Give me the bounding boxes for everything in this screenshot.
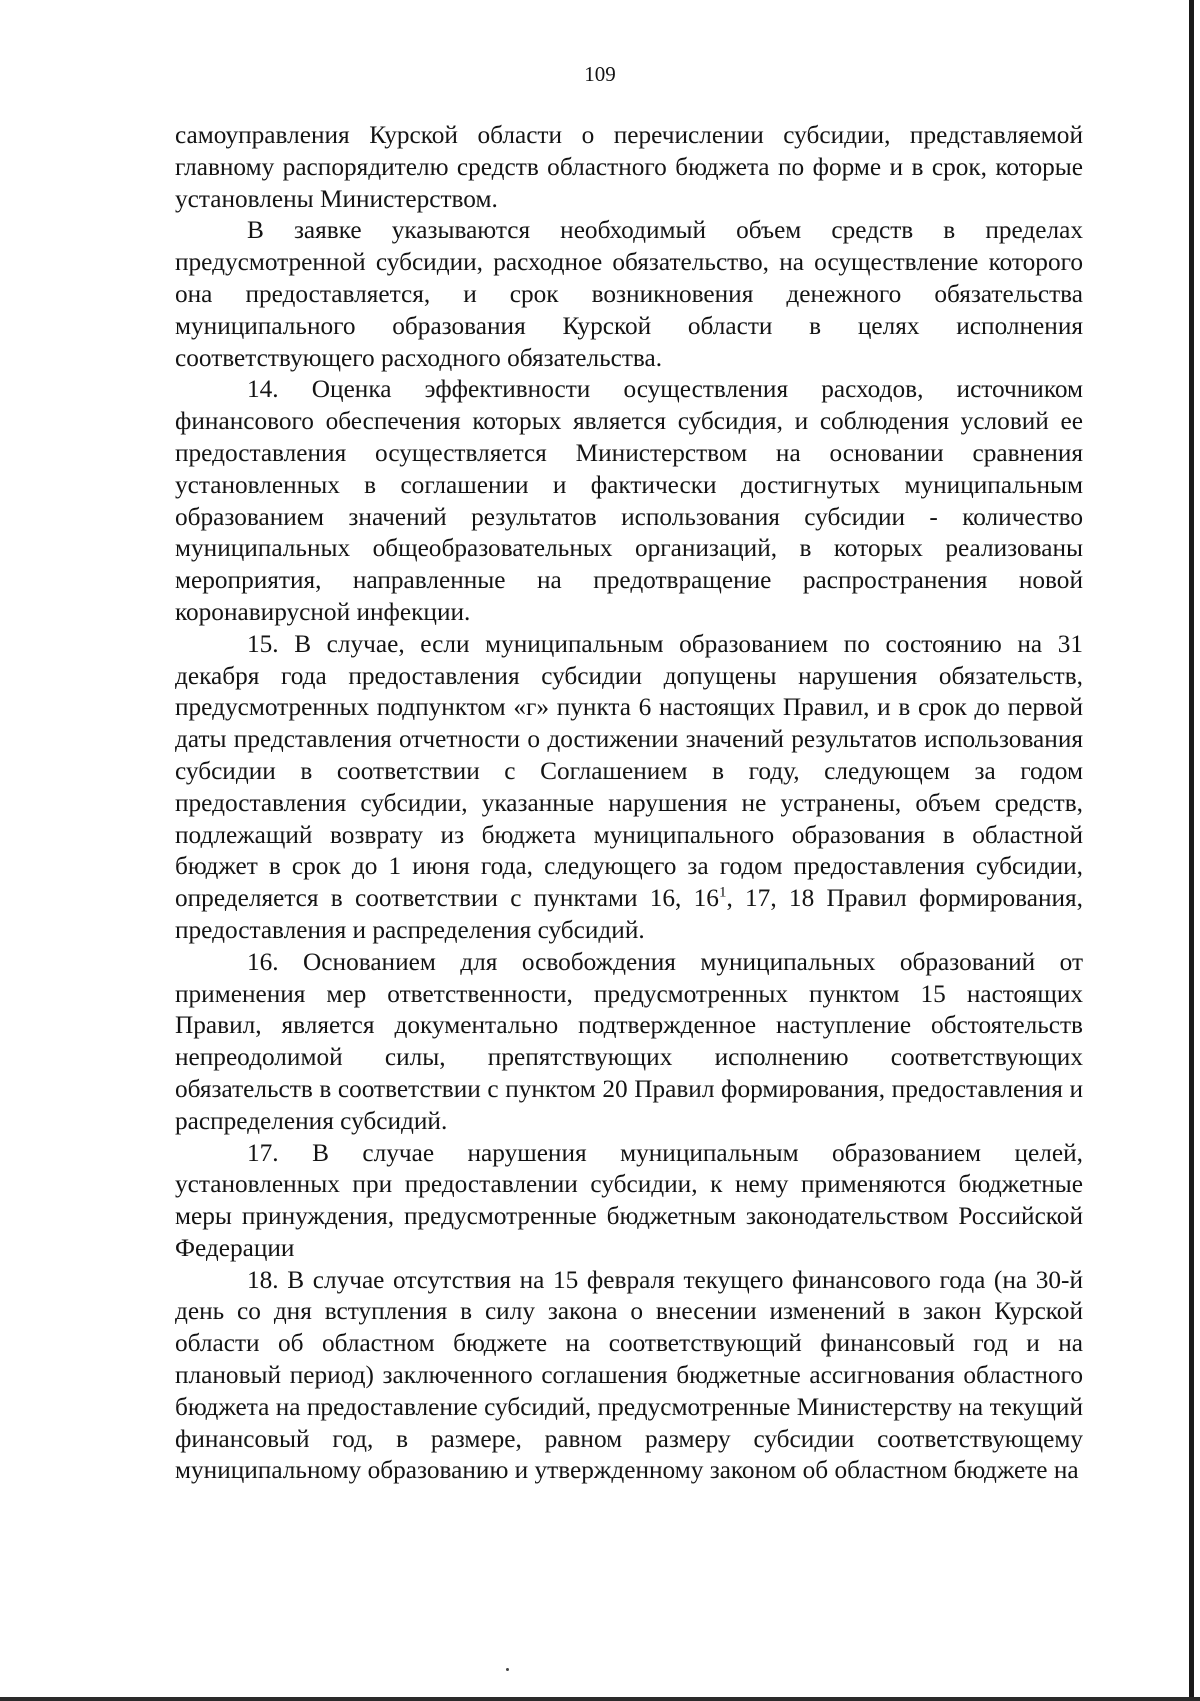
- scan-border-bottom: [0, 1697, 1200, 1701]
- paragraph-15: [175, 629, 1083, 947]
- paragraph-continuation: самоуправления Курской области о перечислении субсидии, представляемой главному распорядителю средств областного бюджета по форме и в срок, которые установлены Министерством.: [175, 121, 1083, 213]
- paragraph-18: 18. В случае отсутствия на 15 февраля текущего финансового года (на 30-й день со дня вступления в силу закона о внесении изменений в закон Курской области об областном бюджете на соответствующий финансовый год и на плановый период) заключенного соглашения бюджетные ассигнования областного бюджета на предоставление субсидий, предусмотренные Министерству на текущий финансовый год, в размере, равном размеру субсидии соответствующему муниципальному образованию и утвержденному законом об областном бюджете на: [175, 1265, 1083, 1485]
- paragraph-15-text-start: 15. В случае, если муниципальным образованием по состоянию на 31 декабря года предоставления субсидии допущены нарушения обязательств, предусмотренных подпунктом «г» пункта 6 настоящих Правил, и в срок до первой даты представления отчетности о достижении значений результатов использования субсидии в соответствии с Соглашением в году, следующем за годом предоставления субсидии, указанные нарушения не устранены, объем средств, подлежащий возврату из бюджета муниципального образования в областной бюджет в срок до 1 июня года, следующего за годом предоставления субсидии, определяется в соответствии с пунктами 16, 16: [175, 629, 1083, 913]
- page-number: 109: [584, 62, 616, 86]
- paragraph-16: 16. Основанием для освобождения муниципальных образований от применения мер ответственности, предусмотренных пунктом 15 настоящих Правил, является документально подтвержденное наступление обстоятельств непреодолимой силы, препятствующих исполнению соответствующих обязательств в соответствии с пунктом 20 Правил формирования, предоставления и распределения субсидий.: [175, 947, 1083, 1135]
- scan-border-right: [1189, 0, 1194, 1701]
- paragraph-14: 14. Оценка эффективности осуществления расходов, источником финансового обеспечения которых является субсидия, и соблюдения условий ее предоставления осуществляется Министерством на основании сравнения установленных в соглашении и фактически достигнутых муниципальным образованием значений результатов использования субсидии - количество муниципальных общеобразовательных организаций, в которых реализованы мероприятия, направленные на предотвращение распространения новой коронавирусной инфекции.: [175, 375, 1083, 626]
- document-body: [175, 120, 1083, 1487]
- paragraph-application: В заявке указываются необходимый объем средств в пределах предусмотренной субсидии, расходное обязательство, на осуществление которого она предоставляется, и срок возникновения денежного обязательства муниципального образования Курской области в целях исполнения соответствующего расходного обязательства.: [175, 216, 1083, 372]
- paragraph-17: 17. В случае нарушения муниципальным образованием целей, установленных при предоставлении субсидии, к нему применяются бюджетные меры принуждения, предусмотренные бюджетным законодательством Российской Федерации: [175, 1138, 1083, 1262]
- superscript-1: 1: [718, 884, 727, 901]
- paragraph-15-text-end: , 17, 18 Правил формирования, предоставления и распределения субсидий.: [175, 884, 1084, 944]
- scan-speck: [506, 1668, 509, 1671]
